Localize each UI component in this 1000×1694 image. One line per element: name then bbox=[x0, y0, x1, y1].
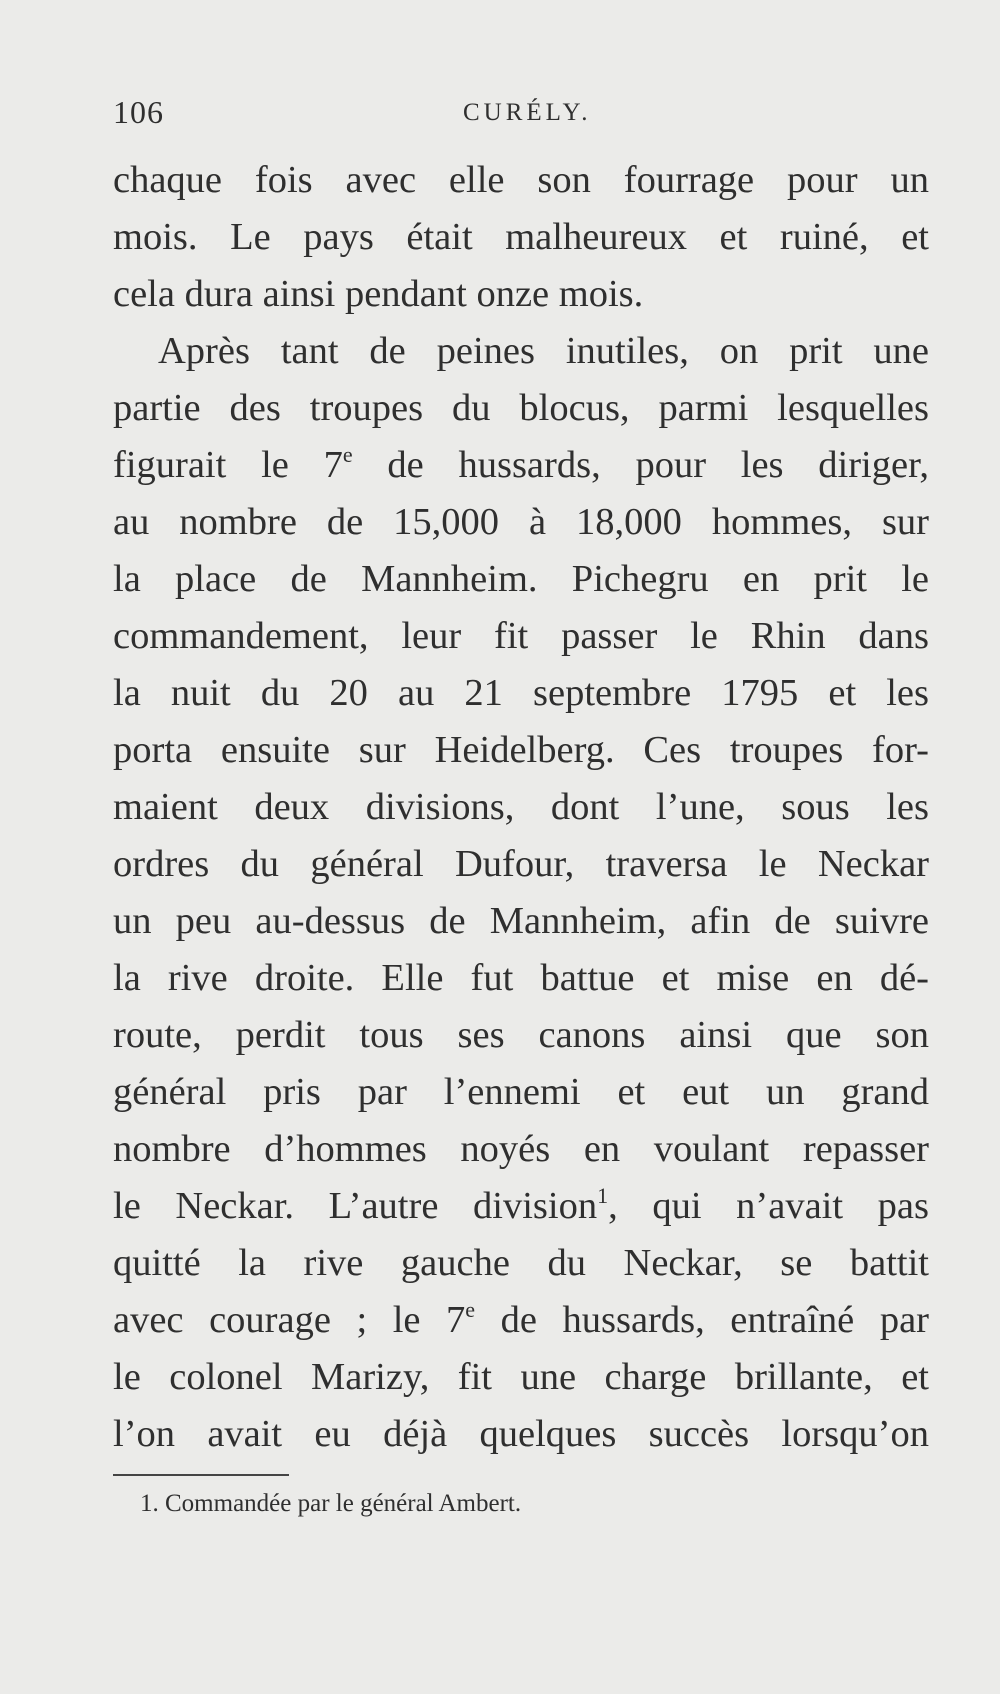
text-line: mois. Le pays était malheureux et ruiné, et bbox=[113, 216, 929, 258]
text-line: quitté la rive gauche du Neckar, se battit bbox=[113, 1242, 929, 1284]
text-line: au nombre de 15,000 à 18,000 hommes, sur bbox=[113, 501, 929, 543]
text-line: chaque fois avec elle son fourrage pour un bbox=[113, 159, 929, 201]
text-line: cela dura ainsi pendant onze mois. bbox=[113, 273, 644, 315]
footnote-reference: 1 bbox=[597, 1183, 609, 1208]
text-line: Après tant de peines inutiles, on prit une bbox=[158, 330, 929, 372]
text-line: maient deux divisions, dont l’une, sous les bbox=[113, 786, 929, 828]
text-line: partie des troupes du blocus, parmi lesquelles bbox=[113, 387, 929, 429]
superscript: e bbox=[465, 1297, 476, 1322]
footnote-divider bbox=[113, 1474, 289, 1476]
text-line: figurait le 7e de hussards, pour les diriger, bbox=[113, 442, 929, 486]
running-title: CURÉLY. bbox=[463, 99, 592, 126]
text-line: commandement, leur fit passer le Rhin dans bbox=[113, 615, 929, 657]
footnote: 1. Commandée par le général Ambert. bbox=[140, 1490, 522, 1517]
text-line: porta ensuite sur Heidelberg. Ces troupes for- bbox=[113, 729, 929, 771]
text-line: la nuit du 20 au 21 septembre 1795 et les bbox=[113, 672, 929, 714]
text-line: ordres du général Dufour, traversa le Neckar bbox=[113, 843, 929, 885]
text-line: la place de Mannheim. Pichegru en prit le bbox=[113, 558, 929, 600]
text-line: la rive droite. Elle fut battue et mise en dé- bbox=[113, 957, 929, 999]
text-line: nombre d’hommes noyés en voulant repasser bbox=[113, 1128, 929, 1170]
text-line: général pris par l’ennemi et eut un grand bbox=[113, 1071, 929, 1113]
text-line: route, perdit tous ses canons ainsi que son bbox=[113, 1014, 929, 1056]
text-line: avec courage ; le 7e de hussards, entraîné par bbox=[113, 1297, 929, 1341]
text-line: un peu au-dessus de Mannheim, afin de suivre bbox=[113, 900, 929, 942]
text-line: l’on avait eu déjà quelques succès lorsqu’on bbox=[113, 1413, 929, 1455]
text-line: le Neckar. L’autre division$^1$, qui n’avait pas bbox=[113, 1183, 929, 1227]
running-head bbox=[113, 94, 933, 144]
text-line: le colonel Marizy, fit une charge brillante, et bbox=[113, 1356, 929, 1398]
body-text bbox=[113, 152, 929, 1463]
page-number: 106 bbox=[113, 94, 164, 130]
superscript: e bbox=[342, 442, 353, 467]
